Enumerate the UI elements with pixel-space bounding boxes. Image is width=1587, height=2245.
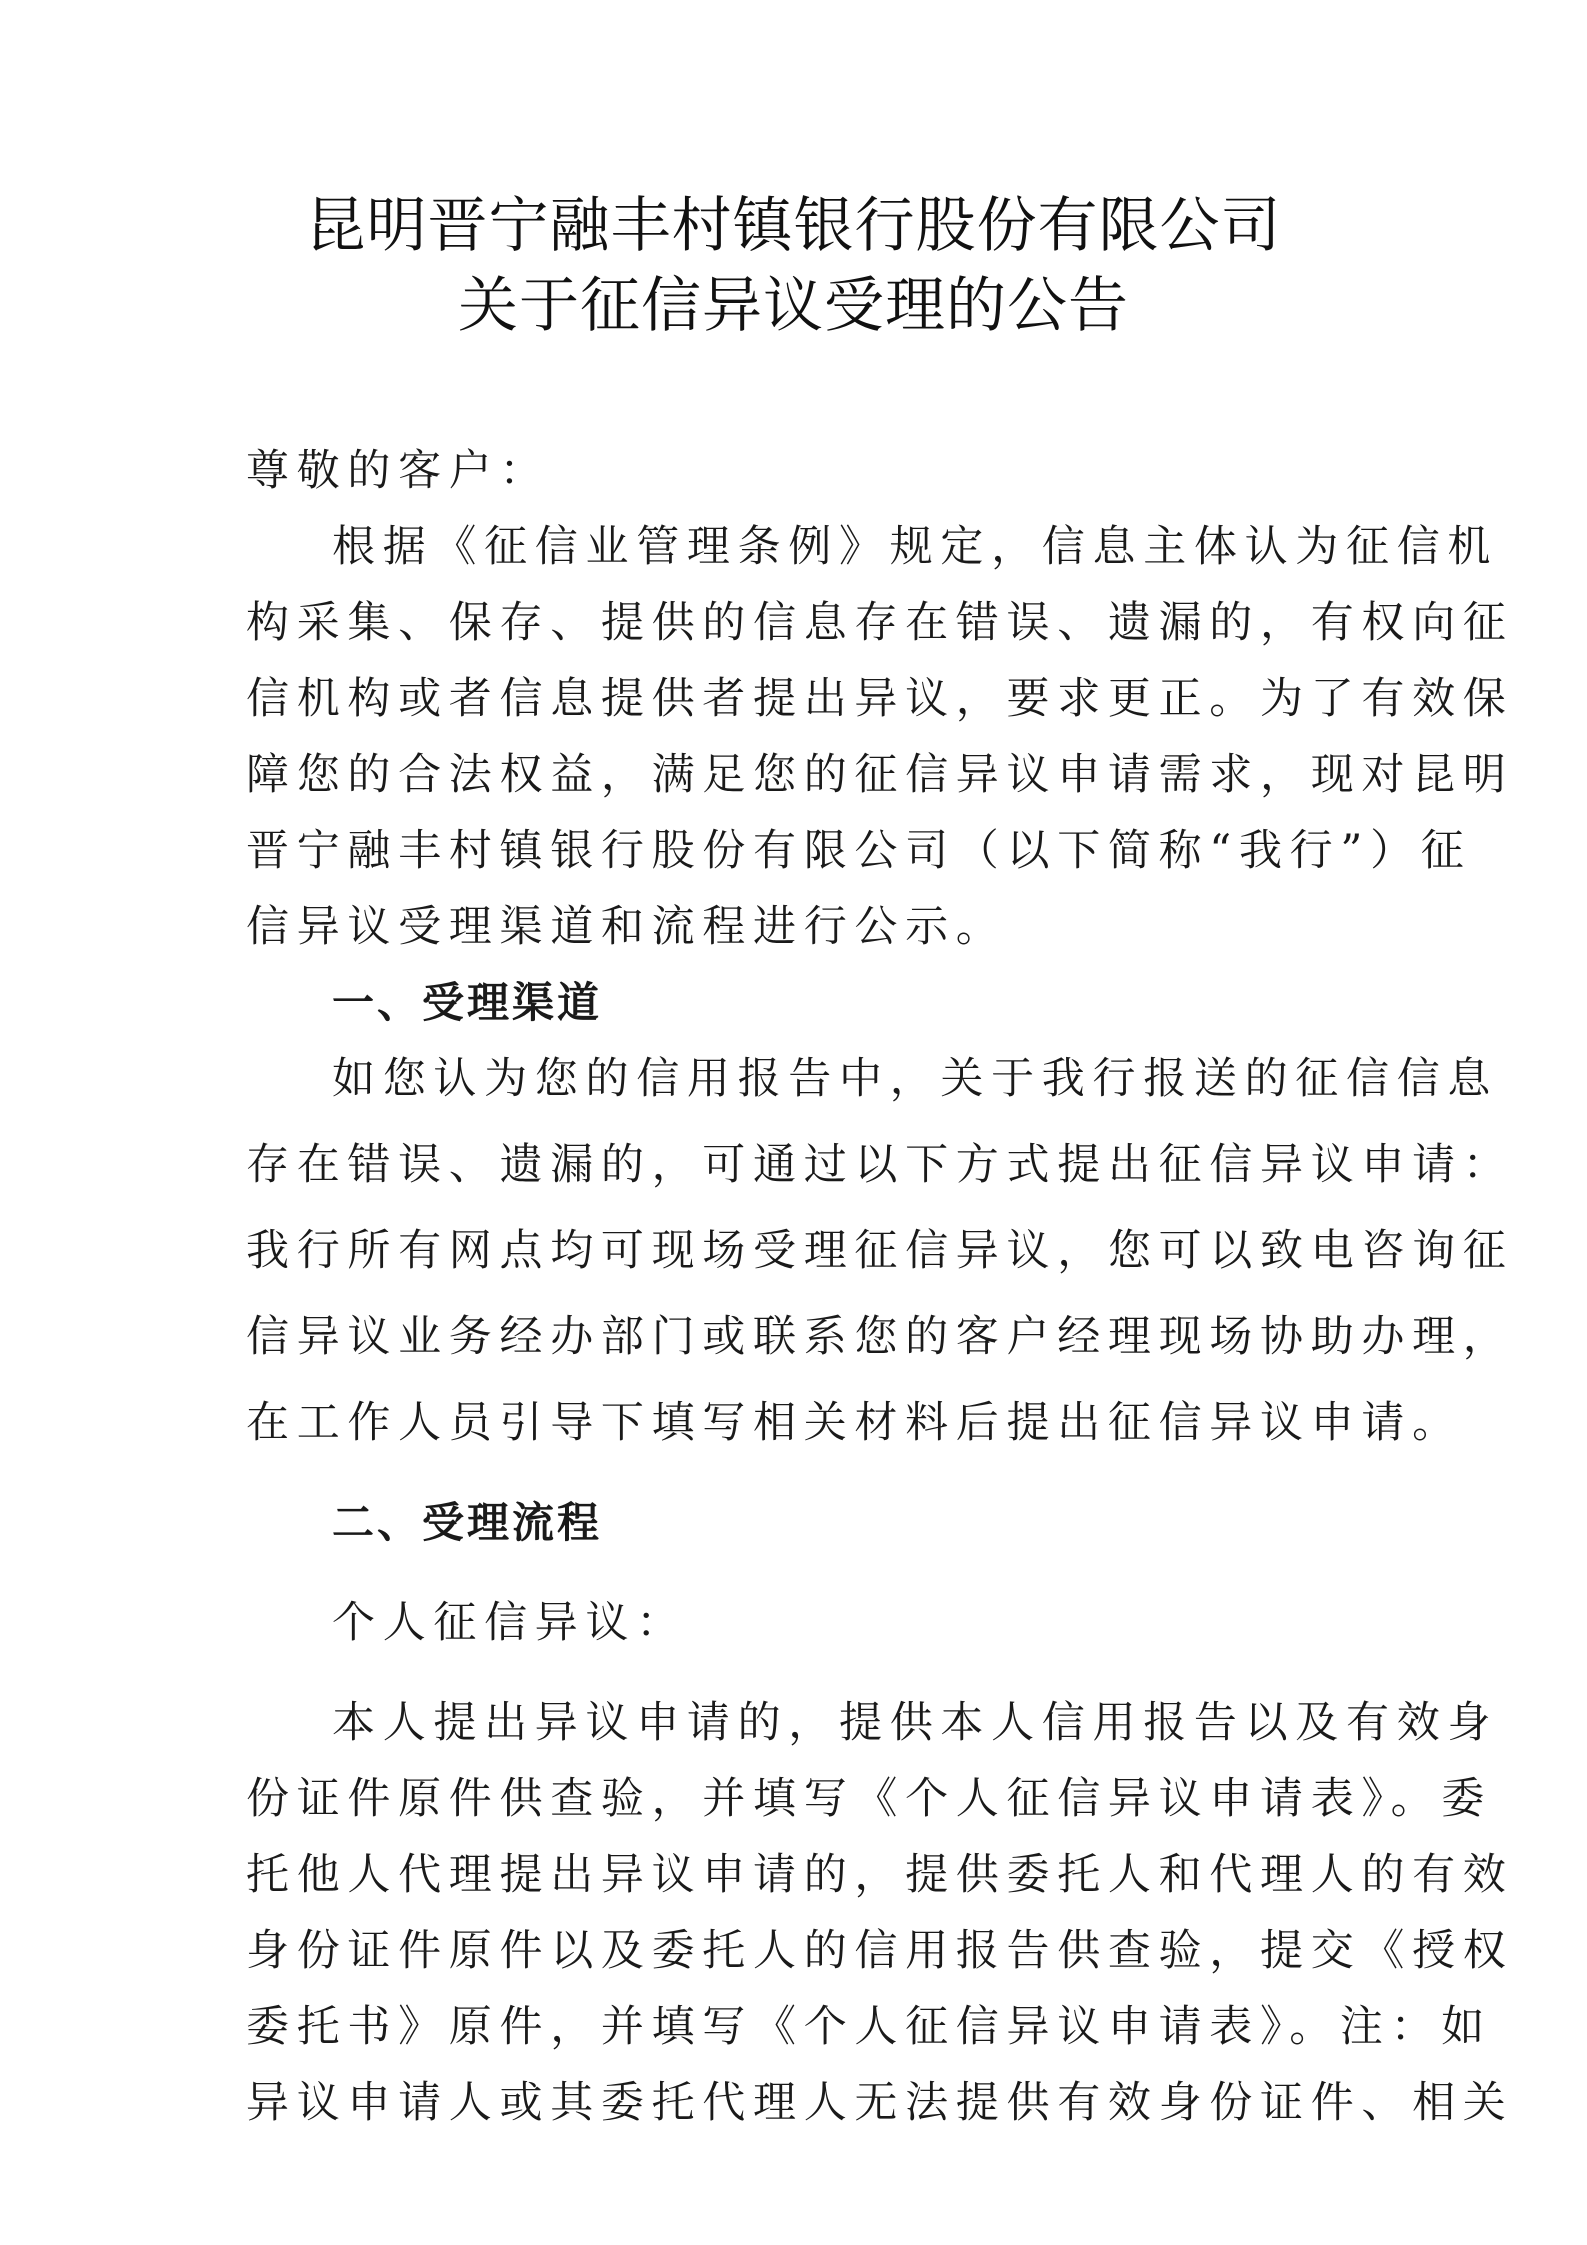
salutation: 尊敬的客户： (246, 446, 551, 496)
section-1-line: 如您认为您的信用报告中，关于我行报送的征信信息 (332, 1054, 1499, 1104)
document-title (0, 186, 1587, 346)
section-2-line: 异议申请人或其委托代理人无法提供有效身份证件、相关 (246, 2078, 1514, 2128)
intro-line: 构采集、保存、提供的信息存在错误、遗漏的，有权向征 (246, 598, 1514, 648)
section-2-line: 委托书》原件，并填写《个人征信异议申请表》。注：如 (246, 2002, 1492, 2052)
section-1-line: 我行所有网点均可现场受理征信异议，您可以致电咨询征 (246, 1226, 1514, 1276)
section-2-line: 份证件原件供查验，并填写《个人征信异议申请表》。委 (246, 1774, 1492, 1824)
document-body (246, 433, 1514, 2141)
section-1-heading: 一、受理渠道 (332, 978, 603, 1027)
title-line-1: 昆明晋宁融丰村镇银行股份有限公司 (305, 191, 1282, 261)
section-1-line: 信异议业务经办部门或联系您的客户经理现场协助办理， (246, 1312, 1514, 1362)
intro-line: 晋宁融丰村镇银行股份有限公司（以下简称“我行”）征 (246, 826, 1472, 876)
intro-line: 根据《征信业管理条例》规定，信息主体认为征信机 (332, 522, 1499, 572)
section-2-heading: 二、受理流程 (332, 1498, 603, 1547)
title-line-2: 关于征信异议受理的公告 (458, 271, 1129, 341)
section-2-line: 身份证件原件以及委托人的信用报告供查验，提交《授权 (246, 1926, 1514, 1976)
intro-line: 信异议受理渠道和流程进行公示。 (246, 902, 1007, 952)
section-2-subheading: 个人征信异议： (332, 1598, 687, 1648)
intro-line: 障您的合法权益，满足您的征信异议申请需求，现对昆明 (246, 750, 1514, 800)
intro-line: 信机构或者信息提供者提出异议，要求更正。为了有效保 (246, 674, 1514, 724)
section-1-line: 在工作人员引导下填写相关材料后提出征信异议申请。 (246, 1398, 1463, 1448)
section-2-line: 托他人代理提出异议申请的，提供委托人和代理人的有效 (246, 1850, 1514, 1900)
section-1-line: 存在错误、遗漏的，可通过以下方式提出征信异议申请： (246, 1140, 1514, 1190)
section-2-line: 本人提出异议申请的，提供本人信用报告以及有效身 (332, 1698, 1499, 1748)
